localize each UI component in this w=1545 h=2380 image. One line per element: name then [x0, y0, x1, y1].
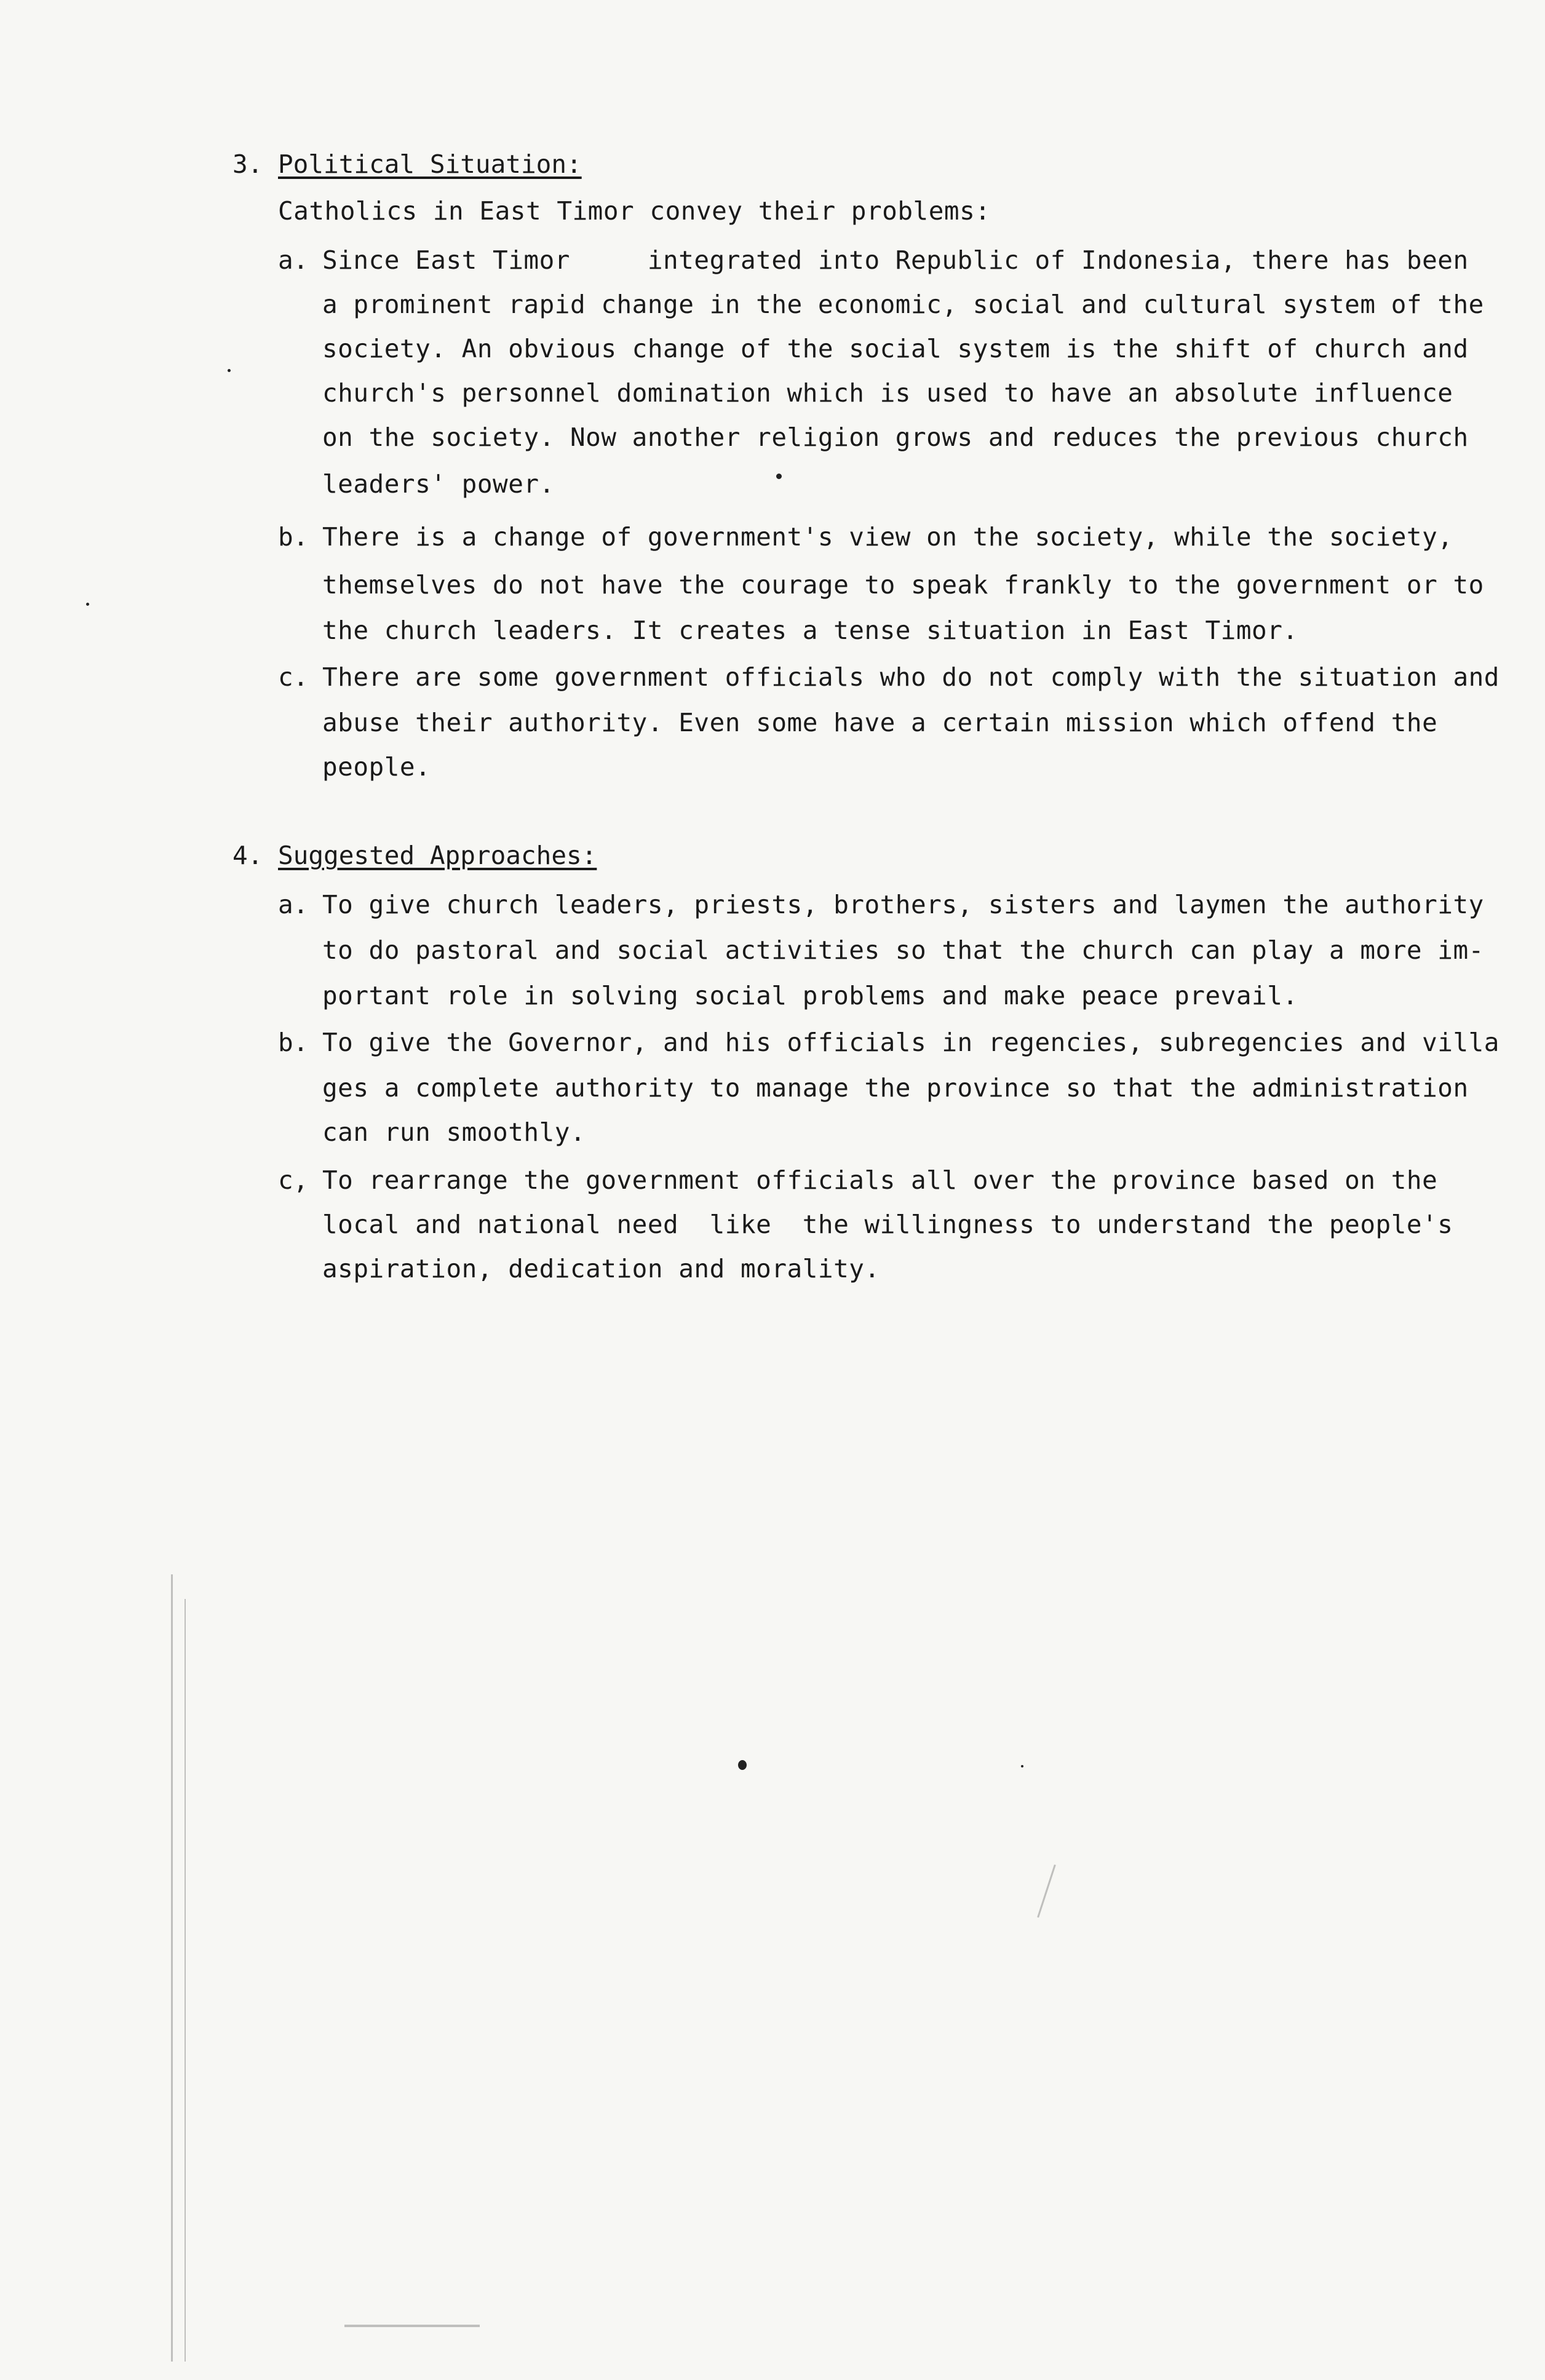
scan-speck	[86, 603, 89, 606]
section-4-number: 4.	[232, 841, 263, 870]
item-4c-line: To rearrange the government officials all over the province based on the	[322, 1165, 1438, 1195]
scan-speck	[1021, 1765, 1023, 1767]
item-4c-line: local and national need like the willingness to understand the people's	[322, 1210, 1453, 1239]
item-3a-line: Since East Timor integrated into Republic of Indonesia, there has been	[322, 245, 1469, 275]
section-3-intro: Catholics in East Timor convey their problems:	[278, 196, 991, 226]
item-3a-label: a.	[278, 245, 309, 275]
item-4a-line: portant role in solving social problems and make peace prevail.	[322, 981, 1298, 1010]
item-3c-line: abuse their authority. Even some have a certain mission which offend the	[322, 708, 1438, 737]
item-3b-label: b.	[278, 522, 309, 552]
item-4a-line: to do pastoral and social activities so that the church can play a more im-	[322, 935, 1484, 965]
item-3a-line: society. An obvious change of the social system is the shift of church and	[322, 334, 1469, 363]
item-4b-line: can run smoothly.	[322, 1117, 586, 1147]
item-4c-line: aspiration, dedication and morality.	[322, 1254, 880, 1283]
item-3b-line: There is a change of government's view on the society, while the society,	[322, 522, 1453, 552]
item-3a-line: leaders' power.	[322, 469, 555, 499]
section-4-title: Suggested Approaches:	[278, 841, 597, 870]
item-4c-label: c,	[278, 1165, 309, 1195]
item-3c-line: people.	[322, 752, 431, 782]
item-3b-line: the church leaders. It creates a tense situation in East Timor.	[322, 616, 1298, 645]
scan-speck	[776, 474, 782, 479]
item-4b-label: b.	[278, 1028, 309, 1057]
section-3-title: Political Situation:	[278, 149, 582, 179]
scan-streak	[344, 2325, 480, 2327]
section-3-number: 3.	[232, 149, 263, 179]
scan-streak	[185, 1599, 186, 2362]
item-4a-label: a.	[278, 890, 309, 919]
scan-streak	[171, 1574, 173, 2362]
item-3b-line: themselves do not have the courage to speak frankly to the government or to	[322, 570, 1484, 600]
item-3a-line: on the society. Now another religion grows and reduces the previous church	[322, 422, 1469, 452]
item-3a-line: a prominent rapid change in the economic, social and cultural system of the	[322, 290, 1484, 319]
item-4b-line: ges a complete authority to manage the province so that the administration	[322, 1073, 1469, 1103]
scan-speck	[738, 1760, 747, 1770]
scan-speck	[228, 369, 231, 372]
item-3c-label: c.	[278, 662, 309, 692]
item-3c-line: There are some government officials who do not comply with the situation and	[322, 662, 1499, 692]
item-4a-line: To give church leaders, priests, brothers, sisters and laymen the authority	[322, 890, 1484, 919]
scan-streak	[1037, 1865, 1056, 1918]
item-4b-line: To give the Governor, and his officials in regencies, subregencies and villa	[322, 1028, 1499, 1057]
item-3a-line: church's personnel domination which is used to have an absolute influence	[322, 378, 1453, 408]
